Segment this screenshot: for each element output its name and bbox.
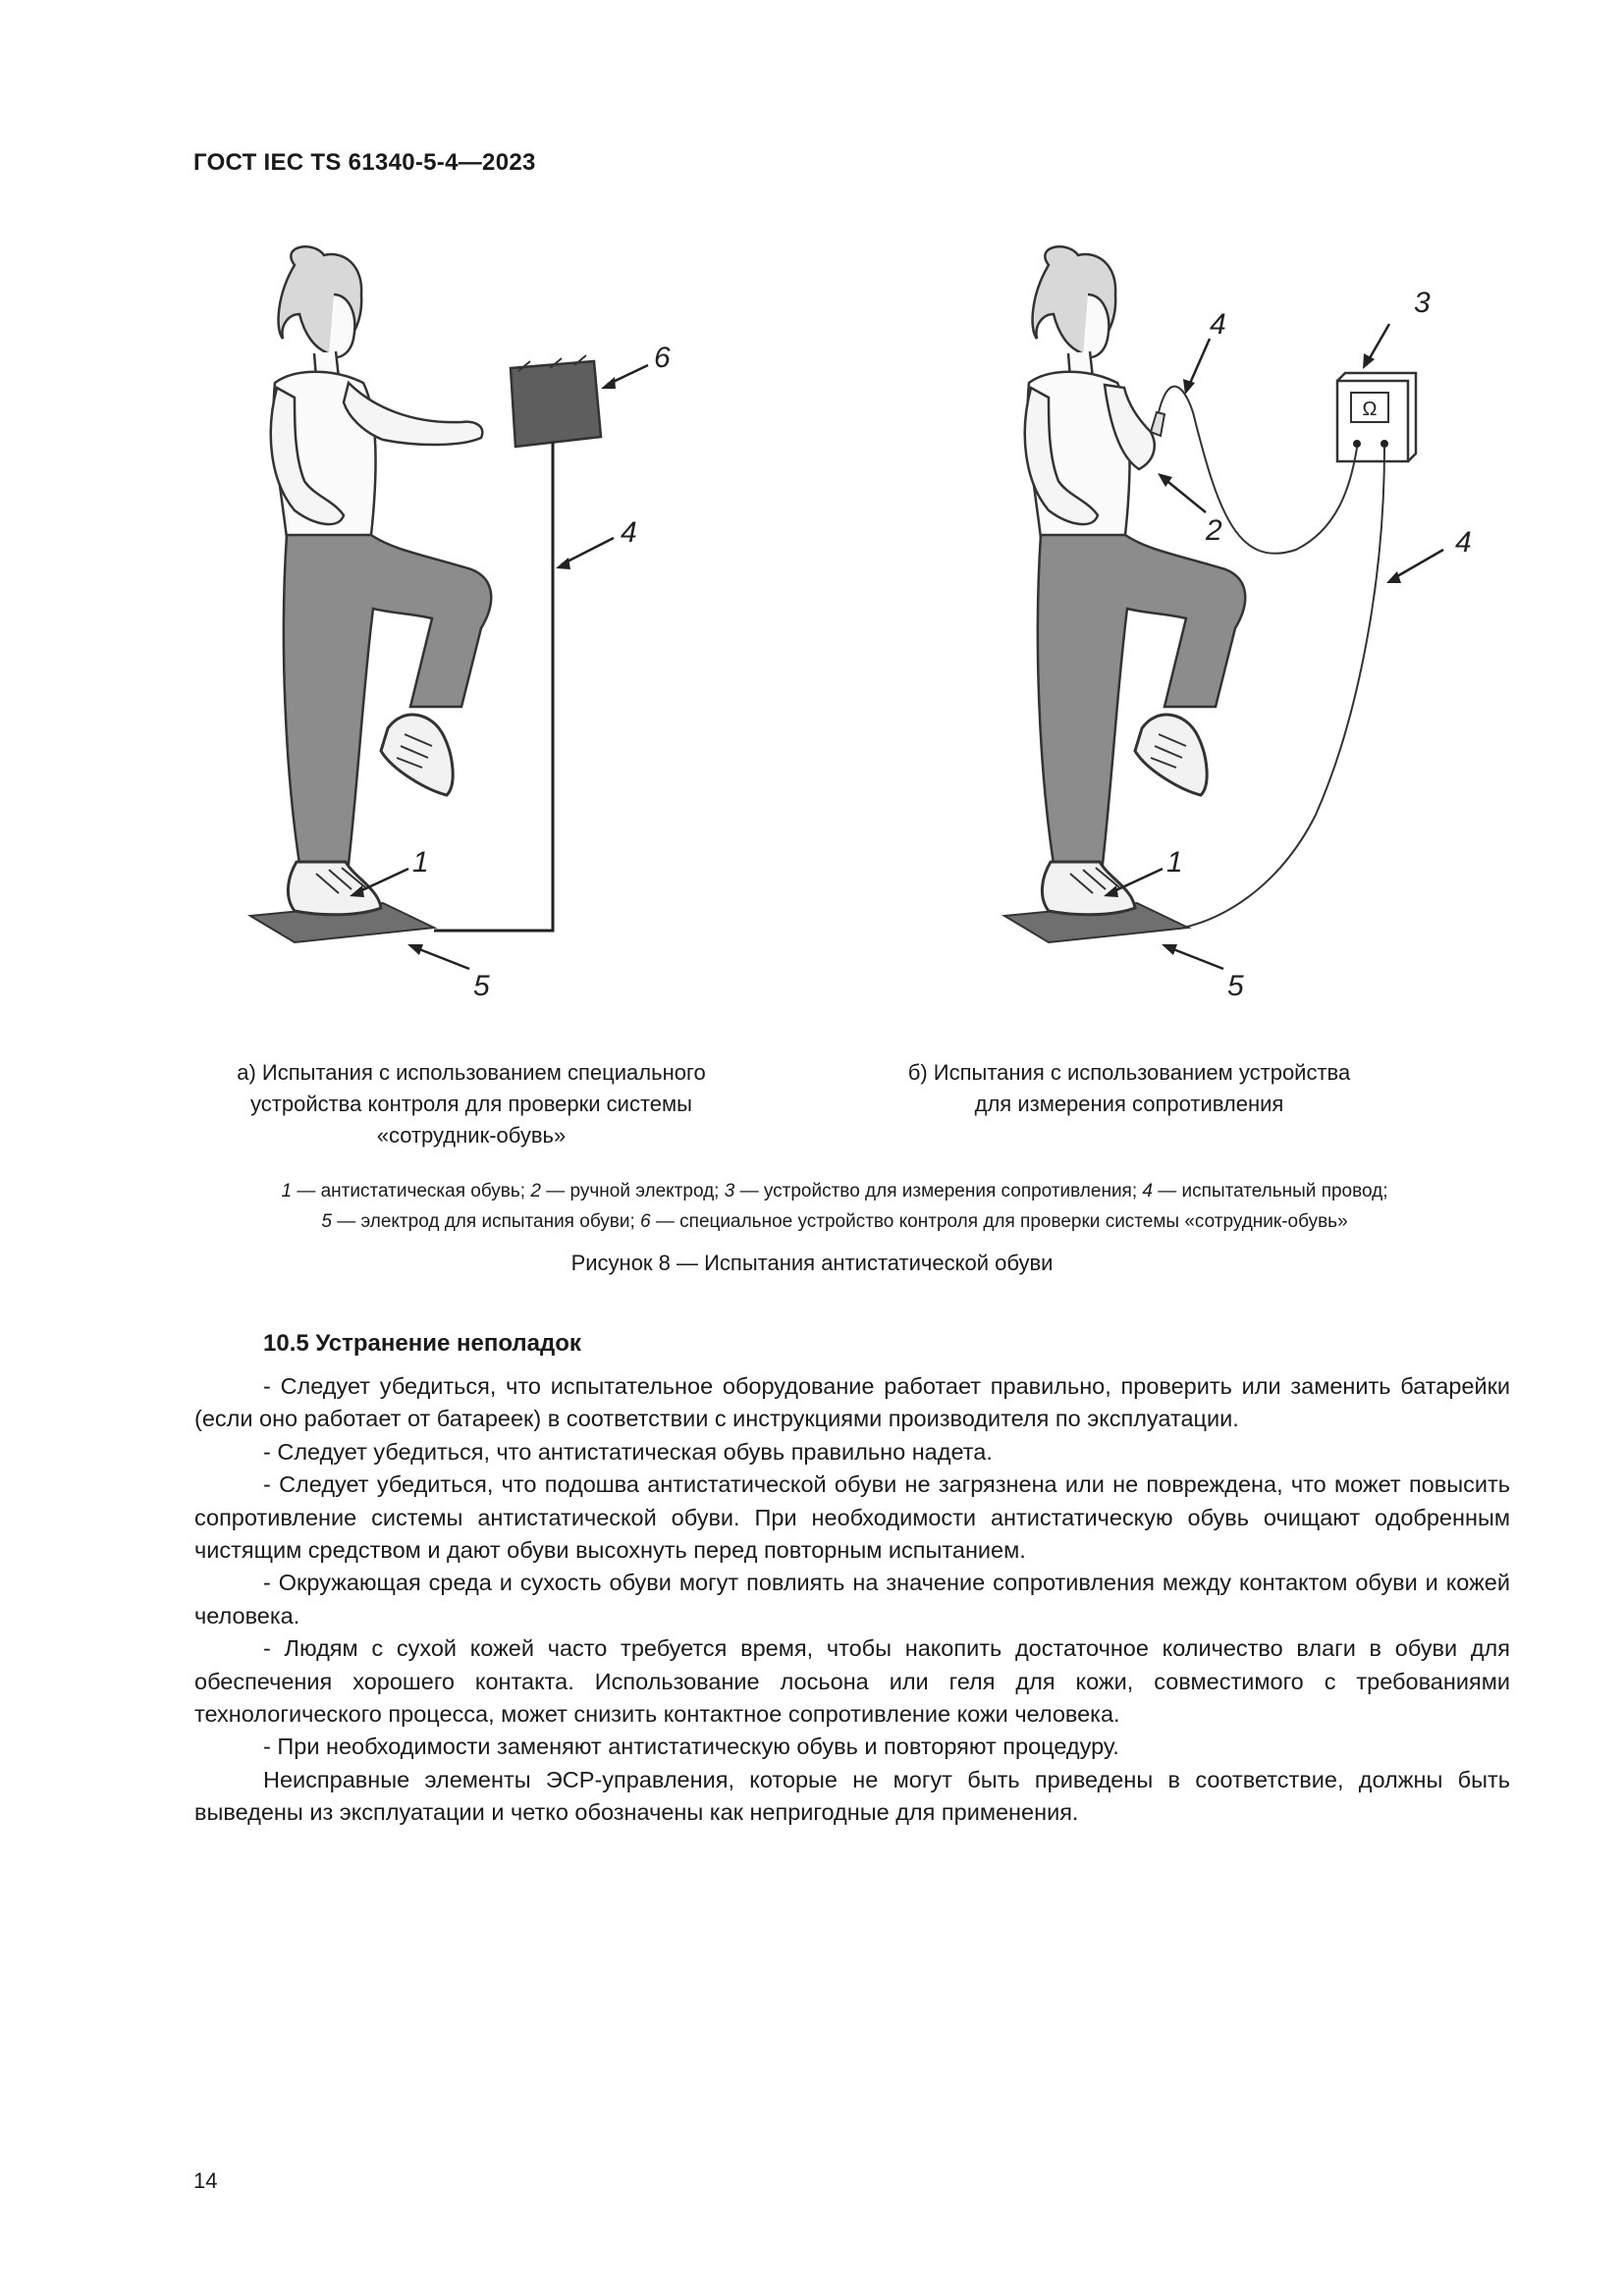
paragraph: Неисправные элементы ЭСР-управления, которые не могут быть приведены в соответствие, должны быть выведены из эксплуатации и четко обозначены как непригодные для применения. [194, 1766, 1510, 1826]
paragraph: - Следует убедиться, что подошва антистатической обуви не загрязнена или не повреждена, что может повысить сопротивление системы антистатической обуви. При необходимости антистатическую обувь очищают одобренным чистящим средством и дают обуви высохнуть перед повторным испытанием. [194, 1471, 1510, 1564]
test-wire-hand [1159, 387, 1357, 554]
callout-5-a: 5 [473, 970, 490, 1002]
callout-5-b: 5 [1227, 970, 1244, 1002]
figure-legend-line-1: 1 — антистатическая обувь; 2 — ручной электрод; 3 — устройство для измерения сопротивления; 4 — испытательный провод; [281, 1181, 1388, 1201]
subcaption-b: б) Испытания с использованием устройства для измерения сопротивления [907, 1060, 1351, 1116]
paragraph: - При необходимости заменяют антистатическую обувь и повторяют процедуру. [263, 1734, 1119, 1760]
callout-4-b-right: 4 [1455, 526, 1472, 559]
callout-4-b-top: 4 [1210, 308, 1226, 341]
figure-title: Рисунок 8 — Испытания антистатической обуви [570, 1251, 1054, 1275]
document-header: ГОСТ IEC TS 61340-5-4—2023 [193, 149, 536, 176]
person-figure-b [1025, 246, 1245, 914]
callout-3: 3 [1414, 287, 1431, 319]
callout-1-b: 1 [1166, 846, 1183, 879]
personnel-footwear-tester [511, 355, 601, 447]
page-number: 14 [193, 2168, 218, 2193]
figure-legend-line-2: 5 — электрод для испытания обуви; 6 — специальное устройство контроля для проверки системы «сотрудник-обувь» [321, 1211, 1348, 1232]
callout-1-a: 1 [412, 846, 429, 879]
callout-4-a: 4 [621, 516, 637, 549]
panel-a [250, 246, 671, 1002]
callout-2: 2 [1206, 514, 1222, 547]
paragraph: - Следует убедиться, что испытательное оборудование работает правильно, проверить или заменить батарейки (если оно работает от батареек) в соответствии с инструкциями производителя по эксплуатации. [194, 1373, 1510, 1432]
paragraph: - Следует убедиться, что антистатическая обувь правильно надета. [263, 1438, 993, 1465]
section-heading: 10.5 Устранение неполадок [263, 1330, 581, 1357]
paragraph: - Людям с сухой кожей часто требуется время, чтобы накопить достаточное количество влаги в обуви для обеспечения хорошего контакта. Использование лосьона или геля для кожи, совместимого с требованиями технологического процесса, может снизить контактное сопротивление кожи человека. [194, 1635, 1510, 1728]
subcaption-a: а) Испытания с использованием специального устройства контроля для проверки системы «сотрудник-обувь» [237, 1060, 706, 1148]
resistance-meter [1337, 373, 1416, 461]
panel-b [1004, 246, 1472, 1002]
hand-electrode [1151, 412, 1164, 436]
paragraph: - Окружающая среда и сухость обуви могут повлиять на значение сопротивления между контактом обуви и кожей человека. [194, 1570, 1510, 1629]
ohm-symbol: Ω [1362, 399, 1378, 420]
person-figure-a [271, 246, 491, 914]
callout-6: 6 [654, 342, 671, 374]
section-body [194, 1370, 1510, 1830]
